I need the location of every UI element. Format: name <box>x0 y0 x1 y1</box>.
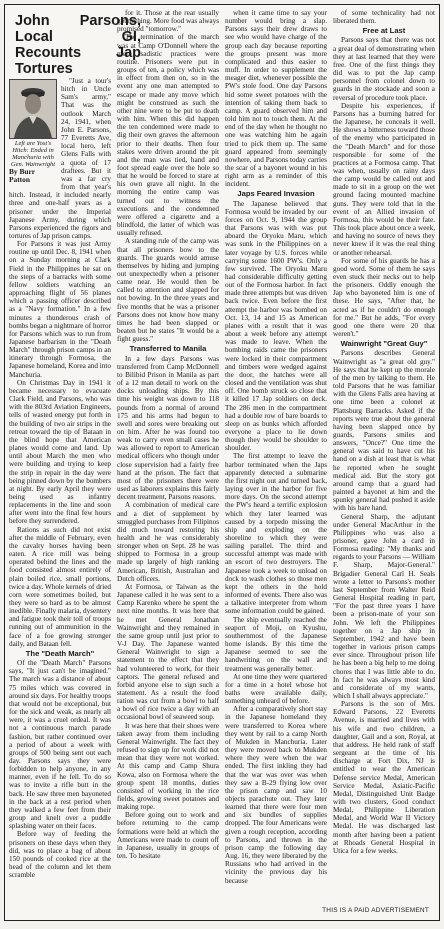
subhead-wainwright: Wainwright "Great Guy" <box>340 339 428 349</box>
byline-by: By Burr <box>9 167 36 176</box>
portrait-photo <box>9 79 57 139</box>
paragraph: for it. Those at the rear usually got nothing. More food was always promised "tomorrow." <box>117 9 219 34</box>
paragraph: when it came time to say your number would bring a slap. Parsons says their drew draws to see who would have charge of the group each day because reporting the groups present was more complicated and thus easier to muff. In order to supplement the meager diet, whenever possible the PW's stole food. One day Parsons hid some sweet potatoes with the intention of taking them back to camp. A guard observed him and told him not to touch them. At the end of the day when he thought no one was watching him he again tried to pick them up. The same guard appeared from seemingly nowhere, and Parsons today carries the scar of a bayonet wound in his right arm as a reminder of this incident. <box>225 9 327 189</box>
byline-name: Patton <box>9 175 30 185</box>
paragraph: The ship eventually reached the seaport of Moji, on Kyushu, southernmost of the Japanese home islands. By this time the Japanese seemed to see the handwriting on the wall and treatment was generally better. <box>225 615 327 673</box>
article-title: John Parsons, Local GI, Recounts Jap Tortures <box>15 13 141 77</box>
paragraph: of some technicality had not liberated them. <box>333 9 435 26</box>
paragraph: After a comparatively short stay in the Japanese homeland they were transferred to Korea where they went by rail to a camp North of Mukden in Manchuria. Later they were moved back to Mukden where they were when the war ended. The first inkling they had that the war was over was when they saw a B-29 flying low over the prison camp and saw 10 objects parachute out. They later learned that there were four men and six bundles of supplies dropped. The four Americans were given a rough reception, according to Parsons, and thrown in the prison camp the following day Aug. 16, they were liberated by the Russians who had arrived in the vicinity the previous day his because <box>225 705 327 885</box>
paragraph: Before going out to work and before returning to the camp formations were held at which the Americans were made to count off in Japanese, usually in groups of ten. To hesitate <box>117 811 219 861</box>
paragraph: Parsons is the son of Mrs. Edward Parsons, 22 Everetts Avenue, is married and lives with his wife and two children, a daughter, Gail and a son, Royal, at that address. He held rank of staff sergeant at the time of his discharge at Fort Dix, NJ is entitled to wear the American Defense service Medal, American Service Medal, Asiatic-Pacific Medal, Distinguished Unit Badge with two clusters, Good conduct Medal, Philippine Liberation Medal, and World War II Victory Medal. He was discharged last month after having been a patient at Rhoads General Hospital in Utica for a few weeks. <box>333 700 435 855</box>
paragraph: In a few days Parsons was transferred from Camp McDonnell to Bilibid Prison in Manila as part of a 12 man detail to work on the docks unloading ships. By this time his weight was down to 118 pounds from a normal of around 175 and his arms had begun to swell and sores were breaking out on him. After he was found too weak to carry even small cases he was allowed to report to American medical officers who though under close supervision had a fairly free hand at the prison. The fact that most of the prisoners there were used as laborers explains this fairly decent treatment, Parsons reasons. <box>117 354 219 502</box>
paragraph: The termination of the march was at Camp O'Donnell where the more sadistic practices were routine. Prisoners were put in groups of ten, a policy which was in effect from then on, so in the event any one man attempted to escape or made any move which might be construed as such the other nine were to be put to death with him. When this did happen the ten condemned were made to dig their own graves the afternoon prior to their deaths. Then four stakes were driven around the pit and the man was tied, hand and foot spread eagle over the hole so that he would be forced to stare at his own grave all night. In the morning the entire camp was turned out to witness the executions and the condemned were offered a cigarette and a blindfold, the latter of which was usually refused. <box>117 33 219 238</box>
soldier-portrait-icon <box>10 80 56 138</box>
paragraph: The Japanese believed that Formosa would be invaded by our forces on Oct. 9, 1944 the group that Parsons was with was put aboard the Oryoku Maru, which was sunk in the Philippines on a later voyage by U.S. forces while carrying some 1600 PW's. Only a few survived. The Oryoku Maru had considerable difficulty getting out of the Formosa harbor. In fact made three attempts but was driven back twice. Even before the first attempt the harbor was bombed on Oct. 13, 14 and 15 as American planes with a result that it was about a week before any attempt was made to leave. When the bombing raids came the prisoners were locked in their compartment and timbers were wedged against the door, the hatches were all closed and the ventilation was shut off. One bomb struck so close that it killed 17 Jap soldiers on deck. The 286 men in the compartment had a double row of bare boards to sleep on as bunks which afforded everyone a place to lie down though they would be shoulder to shoulder. <box>225 199 327 453</box>
paragraph: Before way of feeding the prisoners on these days when they did, was to place a bag of about 150 pounds of cooked rice at the head of the column and let them scramble <box>9 830 111 880</box>
subhead-transferred: Transferred to Manila <box>129 344 207 354</box>
article-columns <box>9 9 435 898</box>
paragraph: At one time they were quartered for a time in a hotel whose hot baths were available daily, something unheard of before. <box>225 672 327 706</box>
paragraph: Parsons describes General Wainwright as "a great old guy." He says that he kept up the morale of the men by talking to them. He told Parsons that he was familiar with the Glens Falls area having at one time been a colonel at Plattsburg Barracks. Asked if the reports were true about the general having been slapped once by guards, Parsons smiles and answers, "Once?" One time the general was said to have cut his hand on a dish at least that is what he reported when he sought medical aid. But the story got around camp that a guard had painted a bayonet at him and the spunky general had pushed it aside with his bare hand. <box>333 349 435 513</box>
paragraph: Of the "Death March" Parsons says, "It just can't be imagined." The march was a distance of about 75 miles which was covered in around six days. For healthy troops that would not be exceptional, but for the sick and weak, as nearly all were, it was a cruel ordeal. It was not a continuous march parade fashion, but rather continued over a period of about a week with groups of 500 being sent out each day. Parsons says they were forbidden to help anyone, in any manner, even if he fell. To do so was to invite a rifle butt in the back. He saw three men bayoneted in the back at a rest period when they walked a few feet from their group and knelt over a puddle splashing water on their faces. <box>9 659 111 831</box>
lead-block <box>9 77 111 240</box>
paragraph: It was here that their shoes were taken away from them including General Wainwright. The fact they refused to sign up for work did not mean that they were not worked. At this camp and Camp Shura Kowa, also on Formosa where the group spent 18 months, duties consisted of working in the rice fields, growing sweet potatoes and making rope. <box>117 721 219 812</box>
column-3 <box>225 9 327 898</box>
paragraph: "Just a tour's hitch in Uncle Sam's army," That was the outlook March 24, 1941, when John E. Parsons, 77 Everetts Ave, local hero, left Glens Falls with a quota of 17 draftees. But it was a far cry from that year's hitch. Instead, it included nearly three and one-half years as a prisoner under the Imperial Japanese Army, during which Parsons experienced the rigors and tortures of Jap prison camps. <box>9 77 111 240</box>
paragraph: For some of his guards he has a good word. Some of them he says even stuck their necks out to help the prisoners. Oddly enough the Jap who bayoneted him is one of these. He says, "After that, he acted as if he couldn't do enough for me." But he adds, "For every good one there were 20 that weren't." <box>333 256 435 339</box>
paragraph: On Christmas Day in 1941 it became necessary to evacuate Clark Field, and Parsons, who was with the 803rd Aviation Engineers, tells of wasted energy put forth in the building of two air strips in the retreat toward the tip of Bataan in the blind hope that American planes would come and land. Up until about March the men who were building and trying to keep the strip in repair in the day were being pinned down by the bombers at night. By early April they were being used as infantry replacements in the line and soon after went into the final few hours before they surrendered. <box>9 378 111 526</box>
photo-box <box>9 79 57 184</box>
paid-advertisement-notice: THIS IS A PAID ADVERTISEMENT <box>322 907 429 914</box>
photo-caption: Left are Yost's Hitch: Ended in Manchuria with Gen. Wainwright <box>10 140 56 168</box>
paragraph: Parsons says that there was not a great deal of demonstrating when they at last learned that they were free. One of the first things they did was to put the Jap camp personnel from colonel down to guards in the stockade and soon a reversal of procedure took place. <box>333 36 435 102</box>
column-1 <box>9 9 141 898</box>
paragraph: Despite his experiences, if Parsons has a burning hatred for the Japanese, he conceals it well. He shows a bitterness toward those of the enemy who participated in the "Death March" and for those responsible for some of the practices at a Formosa camp. That was when, usually on rainy days the camp would be called out and made to sit in a group on the wet ground facing mounted machine guns. They were told that in the event of an Allied invasion of Formosa, this would be their fate. This took place about once a week, and having no source of news they never knew if it was the real thing or another rehearsal. <box>333 101 435 257</box>
paragraph: A standing rule of the camp was that all prisoners bow to the guards. The guards would amuse themselves by hiding and jumping out unexpectedly when a prisoner came near. He would then be called to attention and slapped for not bowing. In the three years and five months that he was a prisoner Parsons does not know how many times he had been slapped or beaten but he states "It would be a fight guess." <box>117 237 219 344</box>
paragraph: The first attempt to leave the harbor terminated when the Japs apparently detected a submarine the first night out and turned back, laying over in the harbor for five more days. On the second attempt the PW's heard a terrific explosion which they later learned was caused by a torpedo missing the ship and exploding on the shoreline to which they were sailing parallel. The third and successful attempt was made with an escort of two destroyers. The Japanese took a week to unload on dock to wash clothes so those men kept the others in the hold informed of events. There also was a talkative interpreter from whom some information could be gained. <box>225 452 327 616</box>
subhead-free-at-last: Free at Last <box>362 26 406 36</box>
paragraph: Rations as such did not exist after the middle of February, even the cavalry horses having been eaten. A rice mill was being operated behind the lines and the food consisted almost entirely of plain boiled rice, small portions, twice a day. Whole kernels of dried corn were sometimes boiled, but they were so hard as to be almost inedible. Finally malaria, dysentery and fatigue took their toll of troops running out of ammunition in the face of a foe growing stronger daily, and Bataan fell. <box>9 525 111 648</box>
paragraph: For Parsons it was just Army routine up until Dec. 8, 1941 when on a Sunday morning at Clark Field in the Philippines he sat on the steps of a barracks with some fellow soldiers watching an approaching flight of 56 planes which a passing officer described as a "Navy formation." In a few minutes a thunderous crash of bombs began a nightmare of horror for Parsons which was to run from Japanese barbarism in the "Death March" through prison camps in an itinerary through Formosa, the Japanese homeland, Korea and into Manchuria. <box>9 240 111 379</box>
column-2 <box>117 9 219 898</box>
byline <box>9 168 57 184</box>
paragraph: At Formosa, or Taiwan as the Japanese called it he was sent to a Camp Karenko where he spent the next nine months. It was here that he met General Jonathan Wainwright and they remained in the same group until just prior to V-J Day. The Japanese wanted General Wainwright to sign a statement to the effect that they had volunteered to work, for their captors. The general refused and forbid anyone else to sign such a statement. As a result the food ration was cut from a bowl to half a bowl of rice twice a day with an occasional bowl of seaweed soup. <box>117 582 219 722</box>
clipping-page <box>4 4 440 921</box>
paragraph: General Sharp, the adjutant under General MacArthur in the Philippines who was also a prisoner, gave John a card in Formosa reading: "My thanks and regards to your Parsons — William F. Sharp, Major-General." Brigadier General Carl H. Seals wrote a letter to Parsons's mother last September from Walter Reid General Hospital reading in part, "For the past three years I have been a prison-mate of your son John. We left the Philippines together on a Jap ship in September, 1942 and have been together in various prison camps ever since. Throughout prison life he has been a big help to me doing chores that I was little able to do. In fact he was always most kind and considerate of my wants, which I shall always appreciate." <box>333 512 435 700</box>
paragraph: A combination of medical care and a diet of supplement by smuggled purchases from Filipinos did much toward restoring his health and he was considerably stronger when on Sept. 28 he was shipped to Formosa in a group made up largely of high ranking American, British, Australian and Dutch officers. <box>117 501 219 583</box>
subhead-death-march: The "Death March" <box>25 648 95 658</box>
column-4 <box>333 9 435 898</box>
subhead-japs-feared: Japs Feared Invasion <box>237 189 315 199</box>
